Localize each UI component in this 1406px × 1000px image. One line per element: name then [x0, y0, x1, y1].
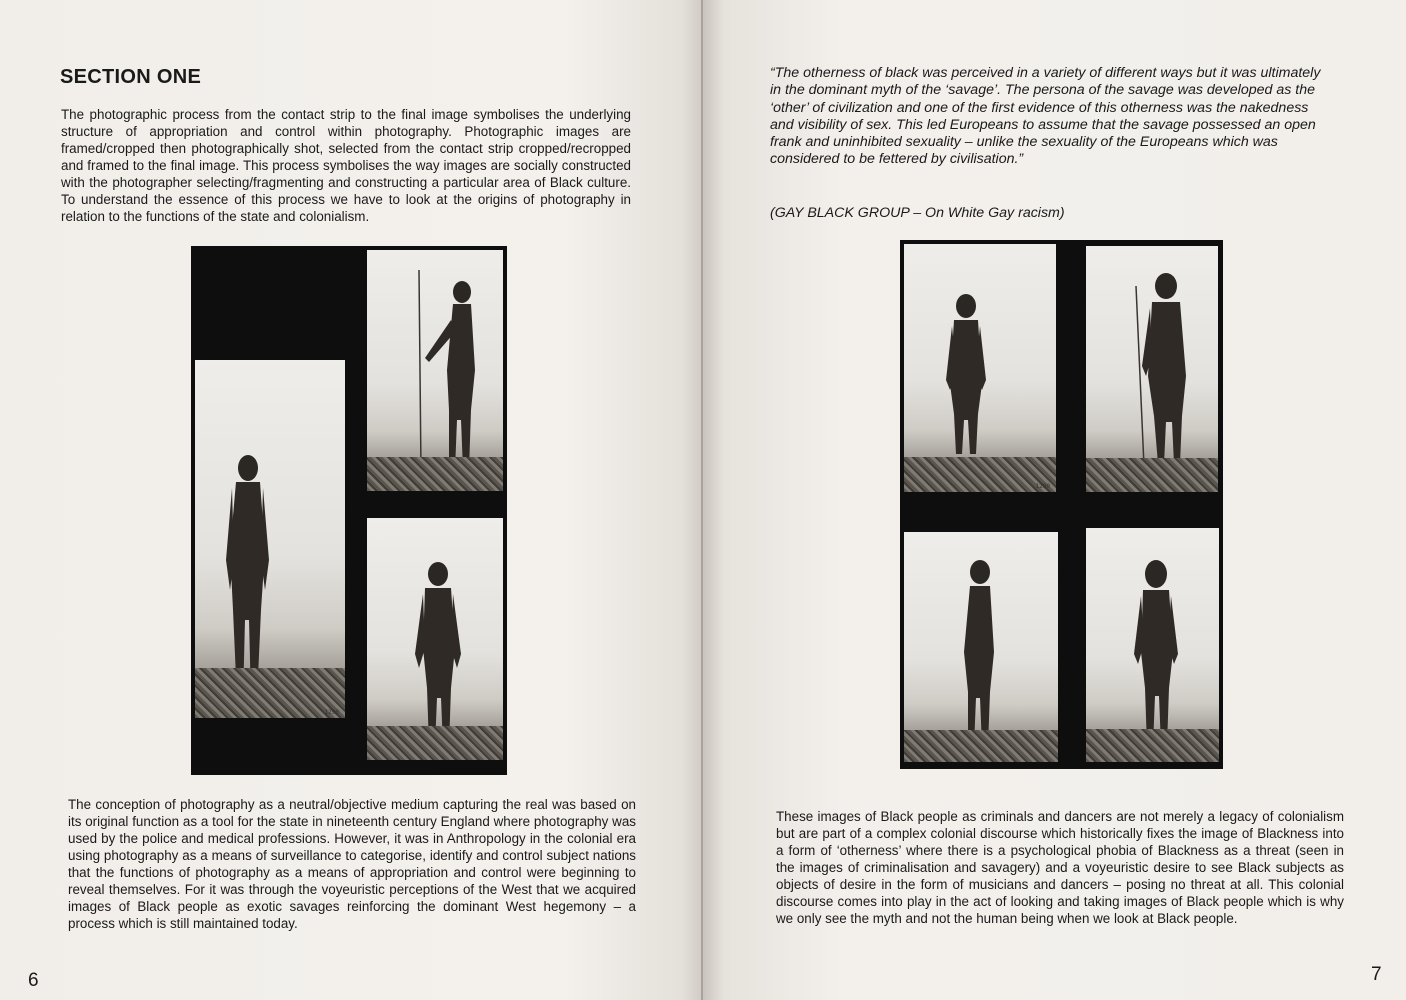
intro-paragraph: The photographic process from the contact strip to the final image symbolises the underlying structure of appropriation and control within photography. Photographic images are framed/cropped then photographically shot, selected from the contact strip cropped/recropped and framed to the final image. This process symbolises the way images are socially constructed with the photographer selecting/fragmenting and constructing a particular area of Black culture. To understand the essence of this process we have to look at the origins of photography in relation to the functions of the state and colonialism. [61, 107, 631, 224]
figure-silhouette [1086, 246, 1218, 492]
figure-silhouette [904, 532, 1058, 762]
photo-number: 1290 [324, 709, 339, 716]
photo-back-standing-spear [1086, 246, 1218, 492]
photo-number: 1290 [1035, 483, 1050, 490]
figure-silhouette [195, 360, 345, 718]
photo-ground [904, 730, 1058, 762]
photo-ground [195, 668, 345, 718]
photo-ground [1086, 729, 1219, 762]
photo-standing-side-spear [367, 250, 503, 491]
photo-side-standing [904, 532, 1058, 762]
page-number: 7 [1371, 964, 1382, 985]
figure-silhouette [367, 250, 503, 491]
photo-standing-front-right [367, 518, 503, 760]
photo-standing-front-left [195, 360, 345, 718]
body-paragraph: The conception of photography as a neutral/objective medium capturing the real was based on its original function as a tool for the state in nineteenth century England where photography was used by the police and medical professions. However, it was in Anthropology in the colonial era using photography as a means of surveillance to categorise, identify and control subject nations that the functions of photography as a means of appropriation and control were beginning to reveal themselves. For it was through the voyeuristic perceptions of the West that we acquired images of Black people as exotic savages reinforcing the dominant West hegemony – a process which is still maintained today. [68, 797, 636, 931]
contact-sheet-left [191, 246, 507, 775]
quote-attribution: (GAY BLACK GROUP – On White Gay racism) [770, 205, 1065, 221]
contact-sheet-right [900, 240, 1223, 769]
body-paragraph: These images of Black people as criminals and dancers are not merely a legacy of colonialism but are part of a complex colonial discourse which historically fixes the image of Blackness into a form of ‘otherness’ where there is a psychological phobia of Blackness as a threat (seen in the images of criminalisation and savagery) and a voyeuristic desire to see Black subjects as objects of desire in the form of musicians and dancers – posing no threat at all. This colonial discourse comes into play in the act of looking and taking images of Black people which is why we only see the myth and not the human being when we look at Black people. [776, 809, 1344, 926]
figure-silhouette [904, 244, 1056, 492]
figure-silhouette [1086, 528, 1219, 762]
right-page [703, 0, 1406, 1000]
photo-ground [367, 726, 503, 760]
photo-front-standing-2 [1086, 528, 1219, 762]
photo-ground [1086, 458, 1218, 492]
photo-ground [904, 457, 1056, 492]
figure-silhouette [367, 518, 503, 760]
section-heading: SECTION ONE [60, 66, 202, 88]
photo-front-standing [904, 244, 1056, 492]
photo-ground [367, 457, 503, 491]
page-number: 6 [28, 970, 39, 991]
quote-paragraph: “The otherness of black was perceived in a variety of different ways but it was ultimately in the dominant myth of the ‘savage’. The persona of the savage was developed as the ‘other’ of civilization and one of the first evidence of this otherness was the nakedness and visibility of sex. This led Europeans to assume that the savage possessed an open frank and uninhibited sexuality – unlike the sexuality of the Europeans which was considered to be fettered by civilisation.” [770, 65, 1321, 168]
